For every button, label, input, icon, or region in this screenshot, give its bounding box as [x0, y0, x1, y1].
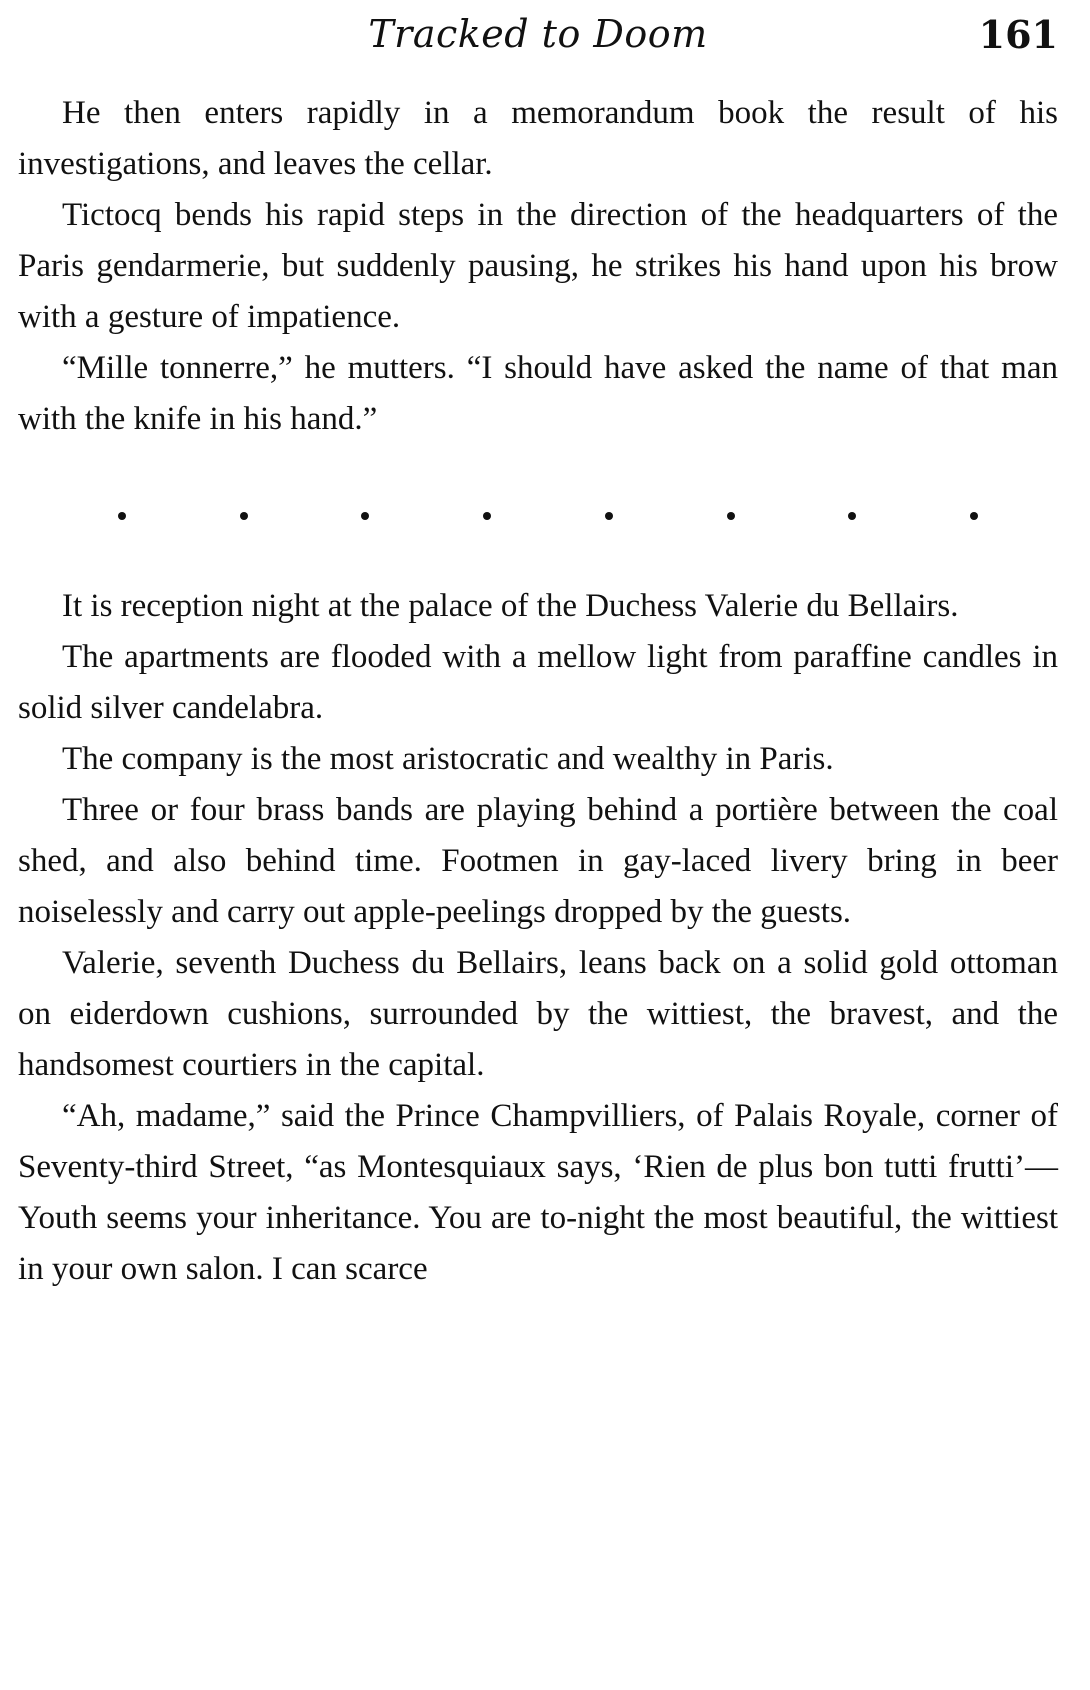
section-break-dot — [240, 512, 248, 520]
paragraph: It is reception night at the palace of the Duchess Valerie du Bellairs. — [62, 588, 959, 624]
section-break-dot — [361, 512, 369, 520]
paragraph: “Ah, madame,” said the Prince Champvilliers, of Palais Royale, corner of Seventy-third Street, “as Montesquiaux says, ‘Rien de plus bon tutti frutti’—Youth seems your inheritance. You are to-night the most beautiful, the wittiest in your own salon. I can scarce — [18, 1098, 1058, 1287]
paragraph: The company is the most aristocratic and wealthy in Paris. — [62, 741, 834, 777]
section-break-dot — [727, 512, 735, 520]
section-break-dots — [18, 461, 1058, 571]
paragraph: Valerie, seventh Duchess du Bellairs, leans back on a solid gold ottoman on eiderdown cushions, surrounded by the wittiest, the bravest, and the handsomest courtiers in the capital. — [18, 945, 1058, 1083]
page-header — [18, 12, 1058, 72]
paragraph: Tictocq bends his rapid steps in the direction of the headquarters of the Paris gendarmerie, but suddenly pausing, he strikes his hand upon his brow with a gesture of impatience. — [18, 197, 1058, 335]
section-break-dot — [970, 512, 978, 520]
section-break-dot — [483, 512, 491, 520]
body-text — [18, 88, 1058, 1295]
paragraph: The apartments are flooded with a mellow light from paraffine candles in solid silver candelabra. — [18, 639, 1058, 726]
section-break-dot — [118, 512, 126, 520]
book-page — [18, 0, 1058, 1690]
paragraph: He then enters rapidly in a memorandum book the result of his investigations, and leaves the cellar. — [18, 95, 1058, 182]
running-title: Tracked to Doom — [368, 12, 708, 56]
paragraph: “Mille tonnerre,” he mutters. “I should have asked the name of that man with the knife in his hand.” — [18, 350, 1058, 437]
paragraph: Three or four brass bands are playing behind a portière between the coal shed, and also behind time. Footmen in gay-laced livery bring in beer noiselessly and carry out apple-peelings dropped by the guests. — [18, 792, 1058, 930]
section-break-dot — [848, 512, 856, 520]
section-break-dot — [605, 512, 613, 520]
page-number: 161 — [978, 12, 1058, 57]
